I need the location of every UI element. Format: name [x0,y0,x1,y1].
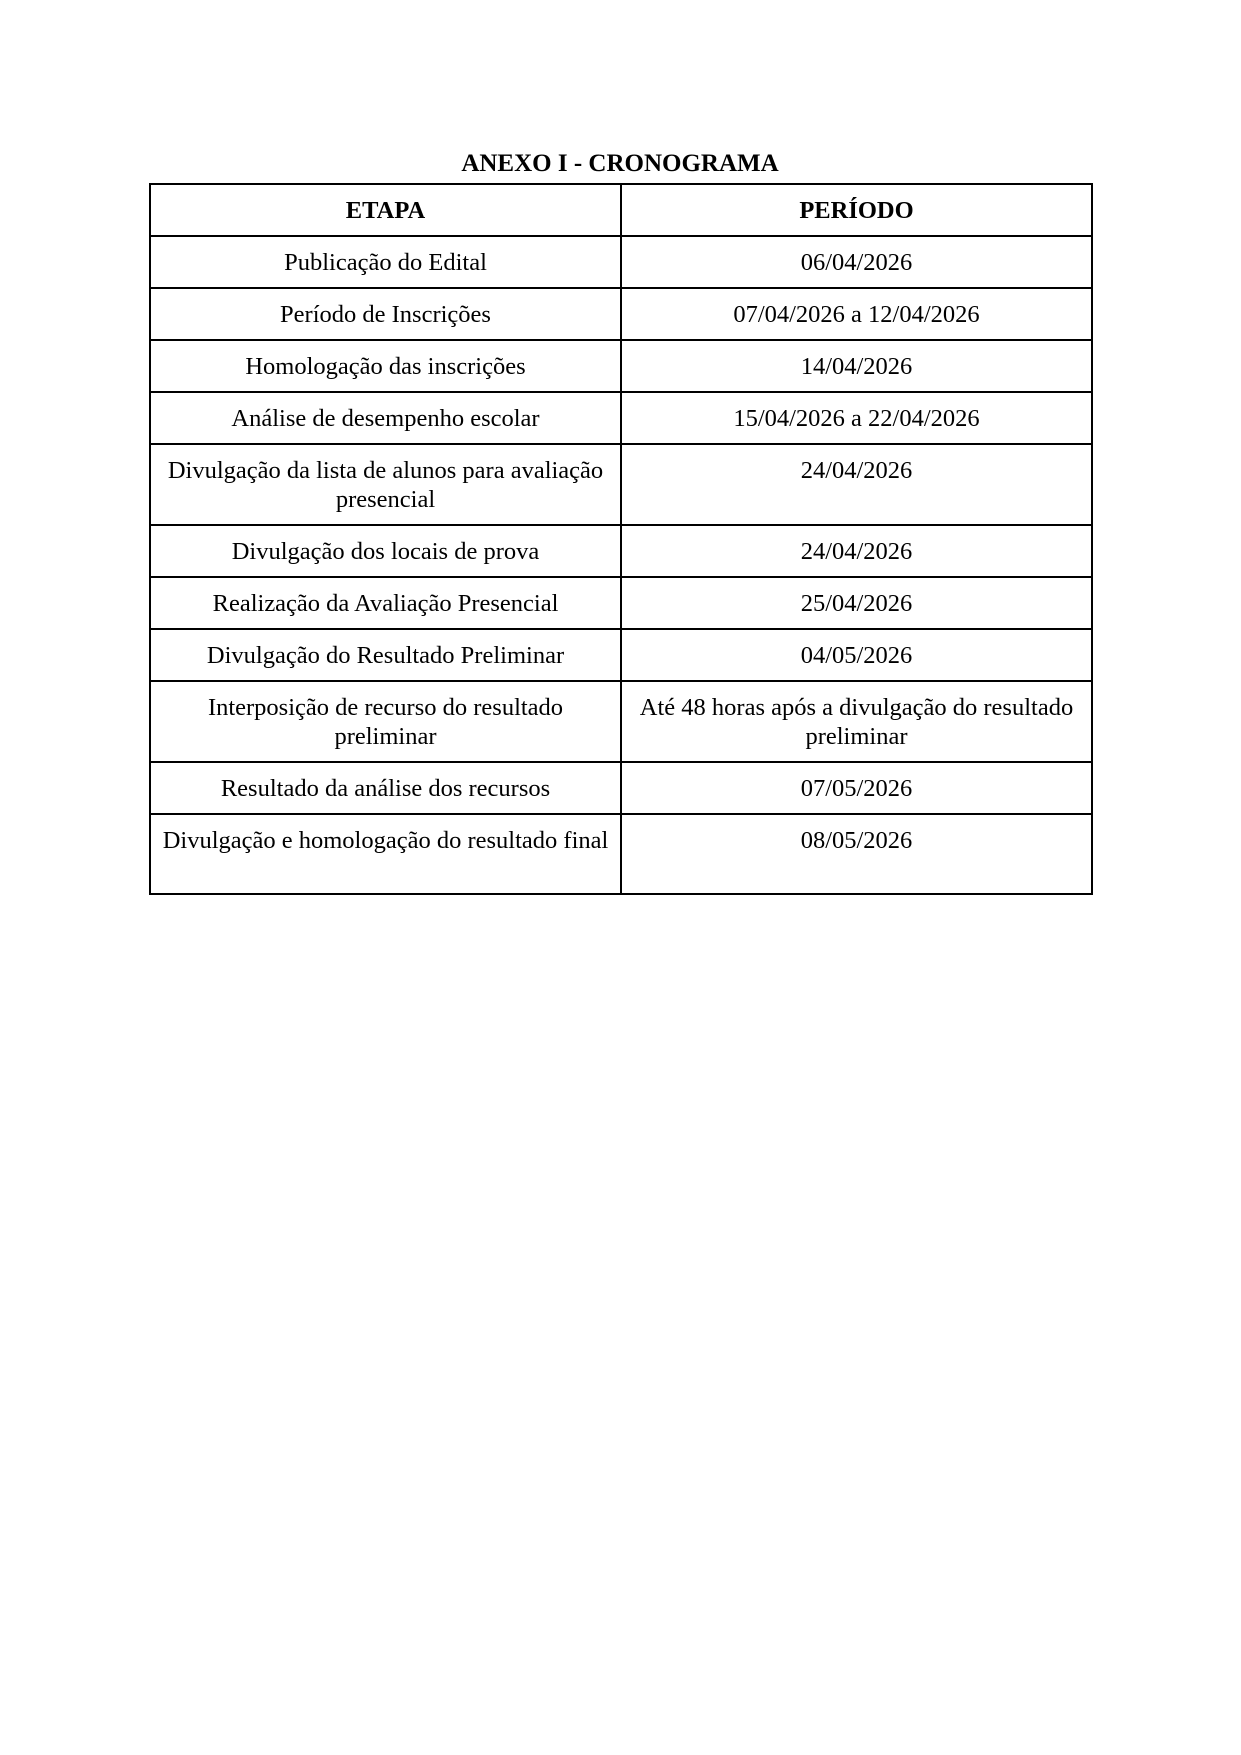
page-title: ANEXO I - CRONOGRAMA [461,150,779,177]
table-row [150,525,1092,577]
cell-etapa: Interposição de recurso do resultado preliminar [150,681,621,762]
cell-etapa: Homologação das inscrições [150,340,621,392]
cell-periodo: 07/04/2026 a 12/04/2026 [621,288,1092,340]
cell-etapa: Publicação do Edital [150,236,621,288]
table-row [150,577,1092,629]
cell-periodo: 15/04/2026 a 22/04/2026 [621,392,1092,444]
cell-periodo: 25/04/2026 [621,577,1092,629]
table-header-row [150,184,1092,236]
cell-periodo: 24/04/2026 [621,525,1092,577]
header-periodo: PERÍODO [621,184,1092,236]
table-row [150,444,1092,525]
header-etapa: ETAPA [150,184,621,236]
cell-etapa: Resultado da análise dos recursos [150,762,621,814]
schedule-table [149,183,1093,895]
cell-periodo: 24/04/2026 [621,444,1092,525]
table-row [150,681,1092,762]
table-row [150,814,1092,894]
cell-periodo: 06/04/2026 [621,236,1092,288]
table-row [150,762,1092,814]
cell-periodo: Até 48 horas após a divulgação do resultado preliminar [621,681,1092,762]
cell-etapa: Período de Inscrições [150,288,621,340]
cell-periodo: 08/05/2026 [621,814,1092,894]
table-row [150,288,1092,340]
cell-etapa: Divulgação e homologação do resultado final [150,814,621,894]
cell-etapa: Divulgação da lista de alunos para avaliação presencial [150,444,621,525]
cell-etapa: Análise de desempenho escolar [150,392,621,444]
cell-periodo: 04/05/2026 [621,629,1092,681]
table-row [150,236,1092,288]
table-row [150,340,1092,392]
cell-etapa: Divulgação do Resultado Preliminar [150,629,621,681]
table-row [150,392,1092,444]
cell-periodo: 14/04/2026 [621,340,1092,392]
cell-periodo: 07/05/2026 [621,762,1092,814]
table-row [150,629,1092,681]
cell-etapa: Divulgação dos locais de prova [150,525,621,577]
cell-etapa: Realização da Avaliação Presencial [150,577,621,629]
